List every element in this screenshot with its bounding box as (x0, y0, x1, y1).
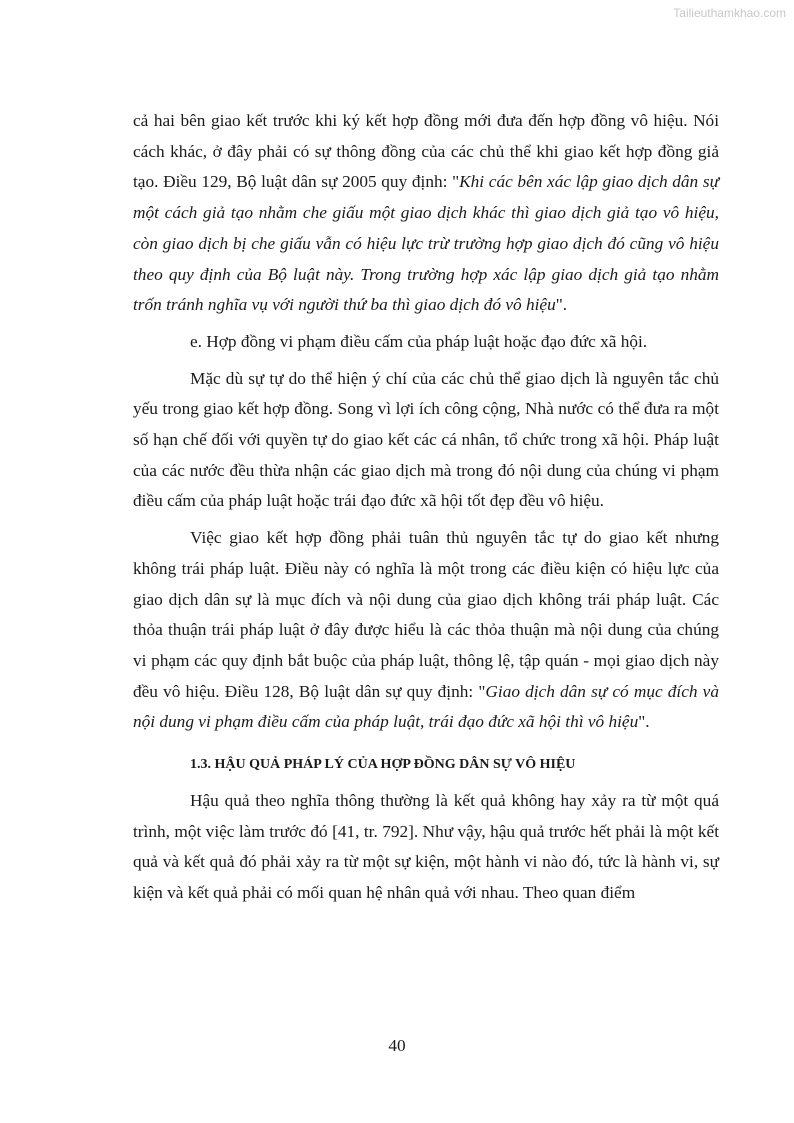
document-body (133, 106, 719, 909)
paragraph-4-text-b: ". (638, 712, 650, 732)
paragraph-4 (133, 523, 719, 738)
paragraph-5: Hậu quả theo nghĩa thông thường là kết quả không hay xảy ra từ một quá trình, một việc làm trước đó [41, tr. 792]. Như vậy, hậu quả trước hết phải là một kết quả và kết quả đó phải xảy ra từ một sự kiện, một hành vi nào đó, tức là hành vi, sự kiện và kết quả phải có mối quan hệ nhân quả với nhau. Theo quan điểm (133, 791, 719, 903)
section-heading: 1.3. HẬU QUẢ PHÁP LÝ CỦA HỢP ĐỒNG DÂN SỰ VÔ HIỆU (190, 757, 576, 773)
paragraph-1-text-a: cả hai bên giao kết trước khi ký kết hợp đồng mới đưa đến hợp đồng vô hiệu. Nói cách khác, ở đây phải có sự thông đồng của các chủ thể khi giao kết hợp đồng giả tạo. Điều 129, Bộ luật dân sự 2005 quy định: " (133, 111, 719, 192)
paragraph-4-text-a: Việc giao kết hợp đồng phải tuân thủ nguyên tắc tự do giao kết nhưng không trái pháp luật. Điều này có nghĩa là một trong các điều kiện có hiệu lực của giao dịch dân sự là mục đích và nội dung của giao dịch không trái pháp luật. Các thỏa thuận trái pháp luật ở đây được hiểu là các thỏa thuận mà nội dung của chúng vi phạm các quy định bắt buộc của pháp luật, thông lệ, tập quán - mọi giao dịch này đều vô hiệu. Điều 128, Bộ luật dân sự quy định: " (133, 528, 719, 701)
paragraph-2: e. Hợp đồng vi phạm điều cấm của pháp luật hoặc đạo đức xã hội. (190, 331, 648, 351)
watermark: Tailieuthamkhao.com (673, 6, 786, 20)
paragraph-3: Mặc dù sự tự do thể hiện ý chí của các chủ thể giao dịch là nguyên tắc chủ yếu trong giao kết hợp đồng. Song vì lợi ích công cộng, Nhà nước có thể đưa ra một số hạn chế đối với quyền tự do giao kết các cá nhân, tổ chức trong xã hội. Pháp luật của các nước đều thừa nhận các giao dịch mà trong đó nội dung của chúng vi phạm điều cấm của pháp luật hoặc trái đạo đức xã hội tốt đẹp đều vô hiệu. (133, 368, 719, 511)
page-number: 40 (388, 1036, 406, 1055)
paragraph-1 (133, 106, 719, 321)
paragraph-1-text-b: ". (555, 295, 568, 315)
paragraph-1-quote: Khi các bên xác lập giao dịch dân sự một cách giả tạo nhằm che giấu một giao dịch khác thì giao dịch giả tạo vô hiệu, còn giao dịch bị che giấu vẫn có hiệu lực trừ trường hợp giao dịch đó cũng vô hiệu theo quy định của Bộ luật này. Trong trường hợp xác lập giao dịch giả tạo nhằm trốn tránh nghĩa vụ với người thứ ba thì giao dịch đó vô hiệu (133, 172, 719, 315)
paragraph-4-quote: Giao dịch dân sự có mục đích và nội dung vi phạm điều cấm của pháp luật, trái đạo đức xã hội thì vô hiệu (133, 681, 719, 732)
